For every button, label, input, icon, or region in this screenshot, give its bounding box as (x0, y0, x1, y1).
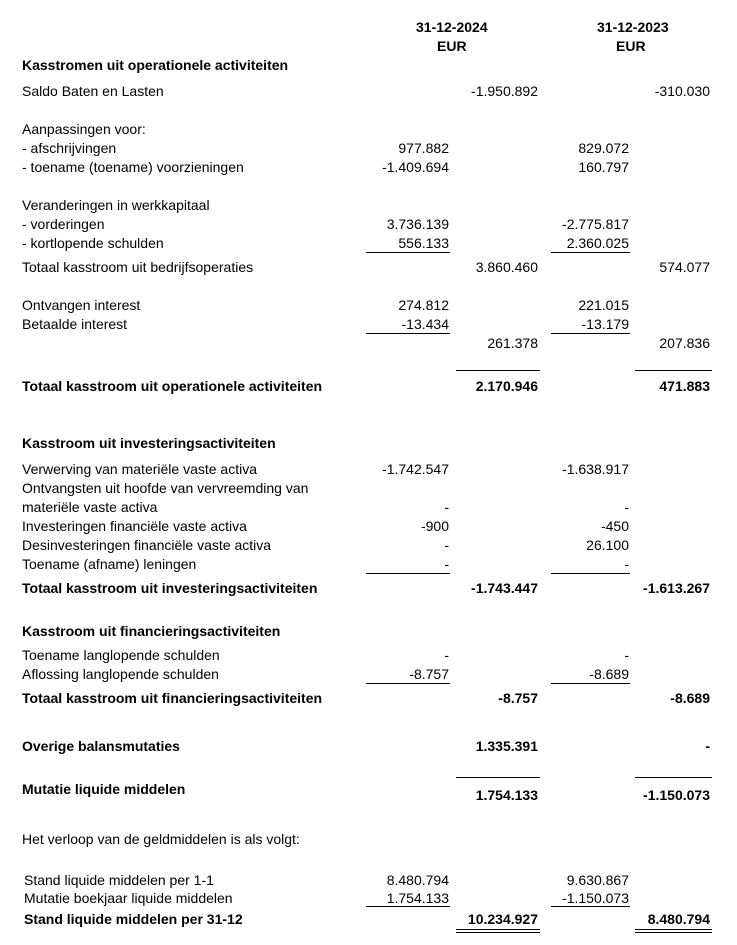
underline (366, 333, 450, 334)
col-2024-unit: EUR (437, 38, 467, 54)
leningen-label: Toename (afname) leningen (22, 556, 197, 572)
toename-langlopend-2023: - (624, 647, 629, 663)
ontvangen-interest-2023: 221.015 (578, 297, 629, 313)
aflossing-2024: -8.757 (409, 666, 449, 682)
underline (551, 333, 630, 334)
saldo-2024: -1.950.892 (471, 83, 538, 99)
vorderingen-label: - vorderingen (22, 216, 105, 232)
voorzieningen-label: - toename (toename) voorzieningen (22, 159, 244, 175)
kortlopende-label: - kortlopende schulden (22, 235, 164, 251)
desinvesteringen-fin-label: Desinvesteringen financiële vaste activa (22, 537, 272, 553)
voorzieningen-2023: 160.797 (578, 159, 629, 175)
operational-heading: Kasstromen uit operationele activiteiten (22, 57, 289, 73)
interest-sub-2023: 207.836 (659, 335, 710, 351)
underline (366, 573, 450, 574)
aanpassingen-label: Aanpassingen voor: (22, 121, 146, 137)
underline (635, 370, 712, 371)
toename-langlopend-label: Toename langlopende schulden (22, 647, 220, 663)
totaal-bedrijf-2024: 3.860.460 (475, 259, 538, 275)
ontvangen-interest-2024: 274.812 (398, 297, 449, 313)
double-underline (635, 929, 712, 930)
ontvangen-interest-label: Ontvangen interest (22, 297, 141, 313)
underline (551, 683, 630, 684)
kortlopende-2024: 556.133 (398, 235, 449, 251)
col-2023-date: 31-12-2023 (597, 19, 669, 35)
totaal-bedrijf-label: Totaal kasstroom uit bedrijfsoperaties (22, 259, 254, 275)
desinvesteringen-fin-2024: - (444, 537, 449, 553)
aflossing-2023: -8.689 (589, 666, 629, 682)
stand-begin-2024: 8.480.794 (386, 872, 449, 888)
underline (551, 906, 630, 907)
underline (551, 252, 630, 253)
double-underline (456, 929, 540, 930)
ontvangsten-2023: - (624, 499, 629, 515)
overige-2023: - (705, 738, 710, 754)
double-underline (635, 932, 712, 933)
financing-total-2024: -8.757 (498, 690, 538, 706)
investing-total-label: Totaal kasstroom uit investeringsactiviteiten (22, 580, 318, 596)
operational-total-label: Totaal kasstroom uit operationele activiteiten (22, 378, 323, 394)
investing-heading: Kasstroom uit investeringsactiviteiten (22, 435, 276, 451)
financing-heading: Kasstroom uit financieringsactiviteiten (22, 623, 281, 639)
leningen-2023: - (624, 556, 629, 572)
underline (366, 906, 450, 907)
operational-total-2023: 471.883 (659, 378, 710, 394)
toename-langlopend-2024: - (444, 647, 449, 663)
overige-2024: 1.335.391 (475, 738, 538, 754)
underline (366, 683, 450, 684)
afschrijvingen-2023: 829.072 (578, 140, 629, 156)
financing-total-label: Totaal kasstroom uit financieringsactiviteiten (22, 690, 323, 706)
stand-eind-2024: 10.234.927 (467, 911, 538, 927)
leningen-2024: - (444, 556, 449, 572)
kortlopende-2023: 2.360.025 (566, 235, 629, 251)
vorderingen-2024: 3.736.139 (386, 216, 449, 232)
mutatie-boekjaar-2024: 1.754.133 (386, 890, 449, 906)
aflossing-label: Aflossing langlopende schulden (22, 666, 219, 682)
interest-sub-2024: 261.378 (487, 335, 538, 351)
afschrijvingen-label: - afschrijvingen (22, 140, 117, 156)
stand-begin-label: Stand liquide middelen per 1-1 (24, 872, 214, 888)
verwerving-2024: -1.742.547 (382, 461, 449, 477)
underline (635, 777, 712, 778)
operational-total-2024: 2.170.946 (475, 378, 538, 394)
vorderingen-2023: -2.775.817 (562, 216, 629, 232)
ontvangsten-label-2: materiële vaste activa (22, 499, 158, 515)
verwerving-label: Verwerving van materiële vaste activa (22, 461, 257, 477)
ontvangsten-2024: - (444, 499, 449, 515)
betaalde-interest-2024: -13.434 (401, 316, 449, 332)
overige-label: Overige balansmutaties (22, 738, 180, 754)
double-underline (456, 932, 540, 933)
ontvangsten-label-1: Ontvangsten uit hoofde van vervreemding van (22, 480, 309, 496)
mutatie-2023: -1.150.073 (643, 787, 710, 803)
verwerving-2023: -1.638.917 (562, 461, 629, 477)
investeringen-fin-label: Investeringen financiële vaste activa (22, 518, 247, 534)
saldo-2023: -310.030 (654, 83, 710, 99)
afschrijvingen-2024: 977.882 (398, 140, 449, 156)
stand-eind-2023: 8.480.794 (647, 911, 710, 927)
underline (456, 777, 540, 778)
financing-total-2023: -8.689 (670, 690, 710, 706)
mutatie-boekjaar-2023: -1.150.073 (562, 890, 629, 906)
col-2024-date: 31-12-2024 (416, 19, 488, 35)
werkkapitaal-label: Veranderingen in werkkapitaal (22, 197, 210, 213)
col-2023-unit: EUR (616, 38, 646, 54)
voorzieningen-2024: -1.409.694 (382, 159, 449, 175)
totaal-bedrijf-2023: 574.077 (659, 259, 710, 275)
underline (456, 370, 540, 371)
underline (366, 252, 450, 253)
investeringen-fin-2023: -450 (600, 518, 629, 534)
investing-total-2024: -1.743.447 (471, 580, 538, 596)
stand-eind-label: Stand liquide middelen per 31-12 (24, 911, 243, 927)
saldo-label: Saldo Baten en Lasten (22, 83, 164, 99)
investing-total-2023: -1.613.267 (643, 580, 710, 596)
mutatie-2024: 1.754.133 (475, 787, 538, 803)
betaalde-interest-2023: -13.179 (581, 316, 629, 332)
stand-begin-2023: 9.630.867 (566, 872, 629, 888)
underline (551, 573, 630, 574)
betaalde-interest-label: Betaalde interest (22, 316, 128, 332)
mutatie-label: Mutatie liquide middelen (22, 781, 186, 797)
verloop-intro: Het verloop van de geldmiddelen is als volgt: (22, 831, 300, 847)
mutatie-boekjaar-label: Mutatie boekjaar liquide middelen (24, 890, 233, 906)
investeringen-fin-2024: -900 (420, 518, 449, 534)
desinvesteringen-fin-2023: 26.100 (586, 537, 629, 553)
